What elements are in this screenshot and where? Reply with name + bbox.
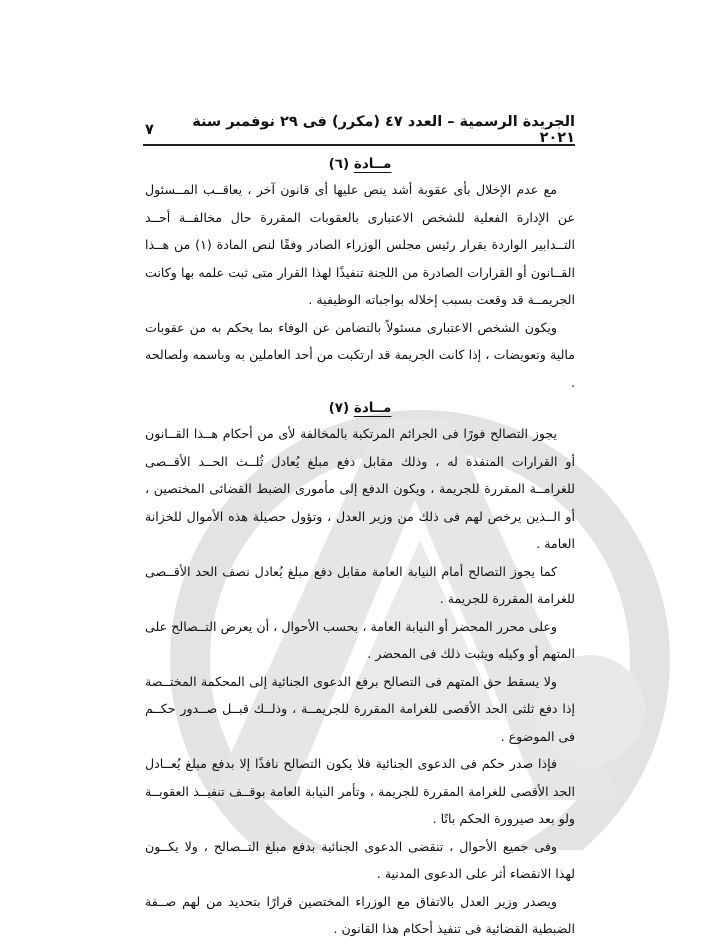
article-7-paragraph-3: وعلى محرر المحضر أو النيابة العامة ، بحسب الأحوال ، أن يعرض التــصالح على المتهم أو وكيله ويثبت ذلك فى المحضر . <box>145 618 575 661</box>
article-7-paragraph-1: يجوز التصالح فورًا فى الجرائم المرتكبة بالمخالفة لأى من أحكام هــذا القــانون أو القرارات المنفذة له ، وذلك مقابل دفع مبلغ يُعادل ثُلــث الحــد الأقــصى للغرامــة المقررة للجريمة ، ويكون الدفع إلى مأمورى الضبط القضائى المختصين ، أو الــذين يرخص لهم فى ذلك من وزير العدل ، وتؤول حصيلة هذه الأموال للخزانة العامة . <box>145 426 575 551</box>
article-7-paragraph-2: كما يجوز التصالح أمام النيابة العامة مقابل دفع مبلغ يُعادل نصف الحد الأقــصى للغرامة المقررة للجريمة . <box>145 563 575 606</box>
article-6-heading <box>145 152 575 176</box>
page-number: ٧ <box>145 122 154 138</box>
article-6-number: (٦) <box>328 156 350 172</box>
page-header <box>145 114 575 146</box>
article-7-heading <box>145 396 575 420</box>
article-6-title: مــادة <box>353 156 392 172</box>
article-7-number: (٧) <box>328 400 350 416</box>
article-7-paragraph-7: ويصدر وزير العدل بالاتفاق مع الوزراء المختصين قرارًا بتحديد من لهم صــفة الضبطية القضائية فى تنفيذ أحكام هذا القانون . <box>145 893 575 936</box>
document-body <box>145 152 575 943</box>
article-7-paragraph-6: وفى جميع الأحوال ، تنقضى الدعوى الجنائية بدفع مبلغ التــصالح ، ولا يكــون لهذا الانقضاء أثر على الدعوى المدنية . <box>145 838 575 881</box>
gazette-title: الجريدة الرسمية – العدد ٤٧ (مكرر) فى ٢٩ نوفمبر سنة ٢٠٢١ <box>192 114 575 146</box>
article-6-paragraph-1: مع عدم الإخلال بأى عقوبة أشد ينص عليها أى قانون آخر ، يعاقــب المــسئول عن الإدارة الفعلية للشخص الاعتبارى بالعقوبات المقررة حال مخالفــة أحــد التــدابير الواردة بقرار رئيس مجلس الوزراء الصادر وفقًا لنص المادة (١) من هــذا القــانون أو القرارات الصادرة من اللجنة تنفيذًا لهذا القرار متى ثبت علمه بها وكانت الجريمــة قد وقعت بسبب إخلاله بواجباته الوظيفية . <box>145 182 575 307</box>
article-7-paragraph-5: فإذا صدر حكم فى الدعوى الجنائية فلا يكون التصالح نافذًا إلا بدفع مبلغ يُعــادل الحد الأقصى للغرامة المقررة للجريمة ، وتأمر النيابة العامة بوقــف تنفيــذ العقوبــة ولو بعد صيرورة الحكم باتًا . <box>145 756 575 826</box>
article-7-paragraph-4: ولا يسقط حق المتهم فى التصالح برفع الدعوى الجنائية إلى المحكمة المختــصة إذا دفع ثلثى الحد الأقصى للغرامة المقررة للجريمــة ، وذلــك قبــل صــدور حكــم فى الموضوع . <box>145 673 575 744</box>
article-7-title: مــادة <box>353 400 392 416</box>
header-divider <box>143 144 575 146</box>
article-6-paragraph-2: ويكون الشخص الاعتبارى مسئولاً بالتضامن عن الوفاء بما يحكم به من عقوبات مالية وتعويضات ، إذا كانت الجريمة قد ارتكبت من أحد العاملين به وباسمه ولصالحه . <box>145 319 575 390</box>
